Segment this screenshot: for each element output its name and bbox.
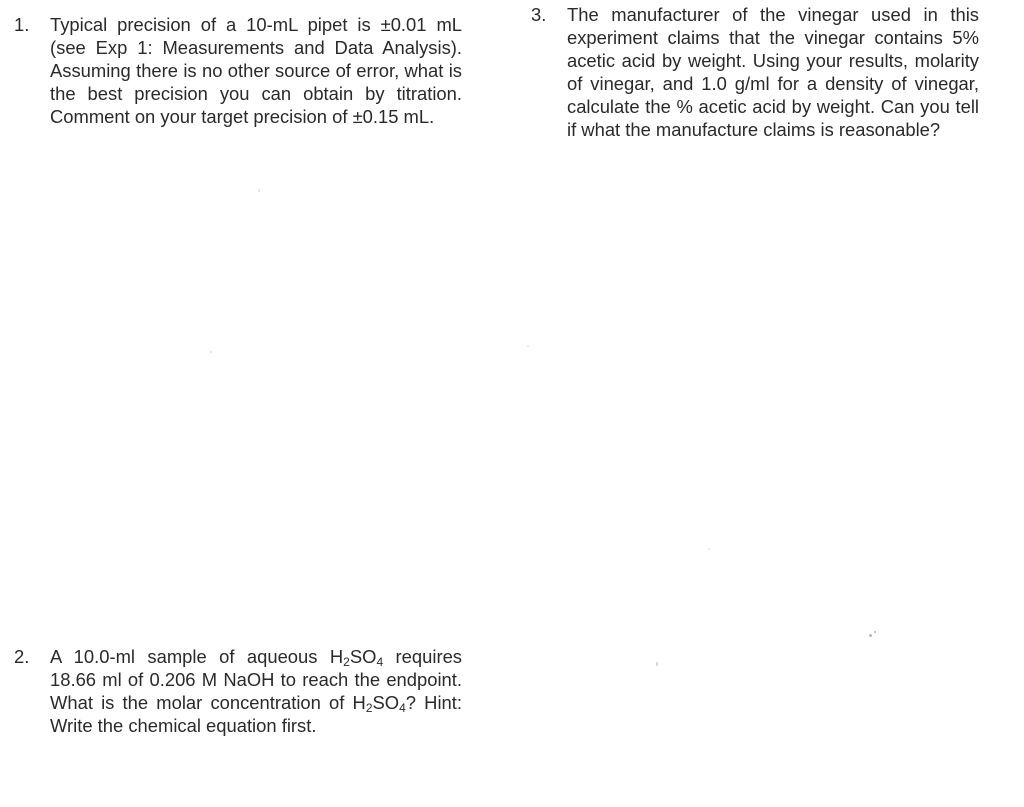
subscript: 4	[399, 701, 406, 715]
scan-speck	[258, 189, 260, 192]
question-number: 2.	[14, 646, 30, 667]
question-1	[14, 13, 466, 163]
question-text	[50, 645, 462, 737]
question-number: 1.	[14, 14, 30, 35]
question-text-part: ? Hint: Write the chemical equation first.	[50, 692, 462, 736]
scan-speck	[527, 345, 529, 347]
question-2	[14, 645, 466, 770]
scan-speck	[708, 548, 710, 550]
question-text-part: SO	[372, 692, 400, 713]
scan-speck	[656, 662, 658, 666]
scan-speck	[874, 631, 876, 633]
scan-speck	[210, 351, 212, 353]
question-number: 3.	[531, 4, 547, 25]
question-text: The manufacturer of the vinegar used in this experiment claims that the vinegar contains 5% acetic acid by weight. Using your results, molarity of vinegar, and 1.0 g/ml for a density of vinegar, calculate the % acetic acid by weight. Can you tell if what the manufacture claims is reasonable?	[567, 4, 979, 140]
subscript: 4	[376, 655, 384, 669]
question-text-part: requires 18.66 ml of 0.206 M NaOH to reach the endpoint. What is the molar concentration of H	[50, 646, 462, 713]
question-text: Typical precision of a 10-mL pipet is ±0.01 mL (see Exp 1: Measurements and Data Analysis). Assuming there is no other source of error, what is the best precision you can obtain by titration. Comment on your target precision of ±0.15 mL.	[50, 14, 462, 127]
subscript: 2	[365, 701, 373, 715]
question-3	[531, 3, 981, 163]
subscript: 2	[343, 655, 350, 669]
scan-speck	[869, 634, 872, 637]
question-text-part: SO	[349, 646, 377, 667]
question-text-part: A 10.0-ml sample of aqueous H	[50, 646, 344, 667]
